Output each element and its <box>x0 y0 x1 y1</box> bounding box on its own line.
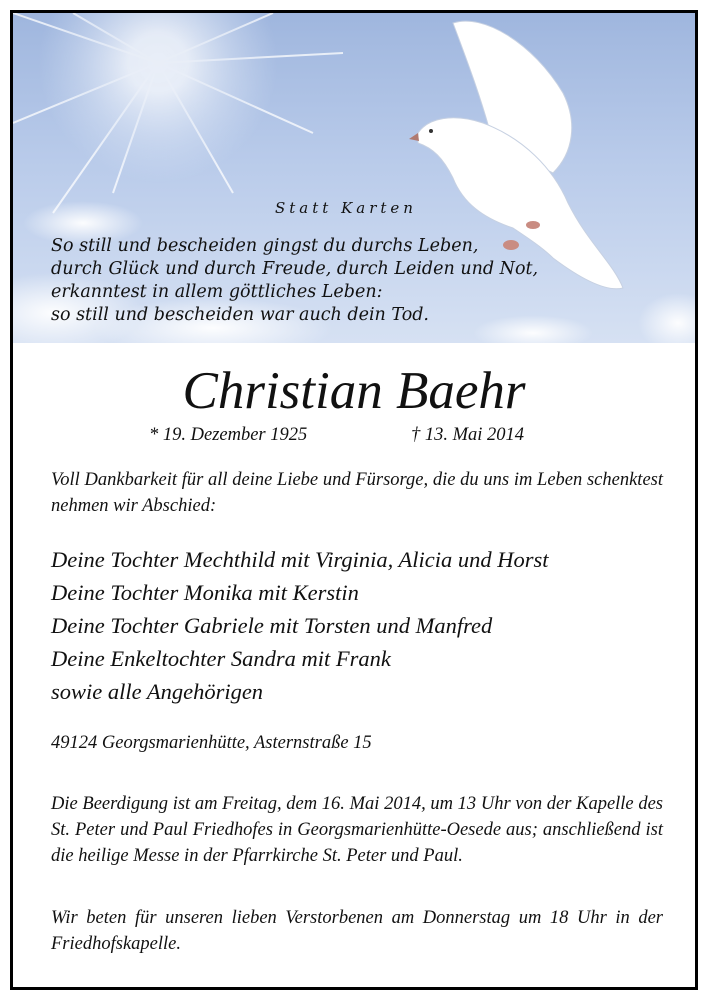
funeral-notice: Die Beerdigung ist am Freitag, dem 16. Mai 2014, um 13 Uhr von der Kapelle des St. Peter und Paul Friedhofes in Georgsmarienhütte-Oesede aus; anschließend ist die heilige Messe in der Pfarrkirche St. Peter und Paul. <box>51 794 663 866</box>
death-date: † 13. Mai 2014 <box>411 425 525 445</box>
sun-icon <box>13 13 343 213</box>
intro-text: Voll Dankbarkeit für all deine Liebe und Fürsorge, die du uns im Leben schenktest nehmen wir Abschied: <box>51 470 663 516</box>
deceased-name: Christian Baehr <box>182 362 526 420</box>
poem-line: erkanntest in allem göttliches Leben: <box>51 282 383 302</box>
family-member: Deine Tochter Monika mit Kerstin <box>51 580 359 605</box>
mass-notice: Wir beten für unseren lieben Verstorbenen am Donnerstag um 18 Uhr in der Friedhofskapelle. <box>51 908 663 954</box>
poem-line: durch Glück und durch Freude, durch Leiden und Not, <box>51 259 539 279</box>
family-member: Deine Enkeltochter Sandra mit Frank <box>51 646 391 671</box>
address: 49124 Georgsmarienhütte, Asternstraße 15 <box>51 733 372 753</box>
statt-karten-label: Statt Karten <box>275 199 417 217</box>
family-member: Deine Tochter Mechthild mit Virginia, Alicia und Horst <box>51 547 549 572</box>
family-member: sowie alle Angehörigen <box>51 679 264 704</box>
sky-header-image <box>13 13 695 343</box>
obituary-card <box>10 10 698 990</box>
birth-date: * 19. Dezember 1925 <box>149 425 308 445</box>
poem-line: so still und bescheiden war auch dein Tod. <box>51 305 429 325</box>
family-list <box>51 543 548 708</box>
poem <box>51 235 538 327</box>
family-member: Deine Tochter Gabriele mit Torsten und Manfred <box>51 613 493 638</box>
poem-line: So still und bescheiden gingst du durchs Leben, <box>51 236 479 256</box>
